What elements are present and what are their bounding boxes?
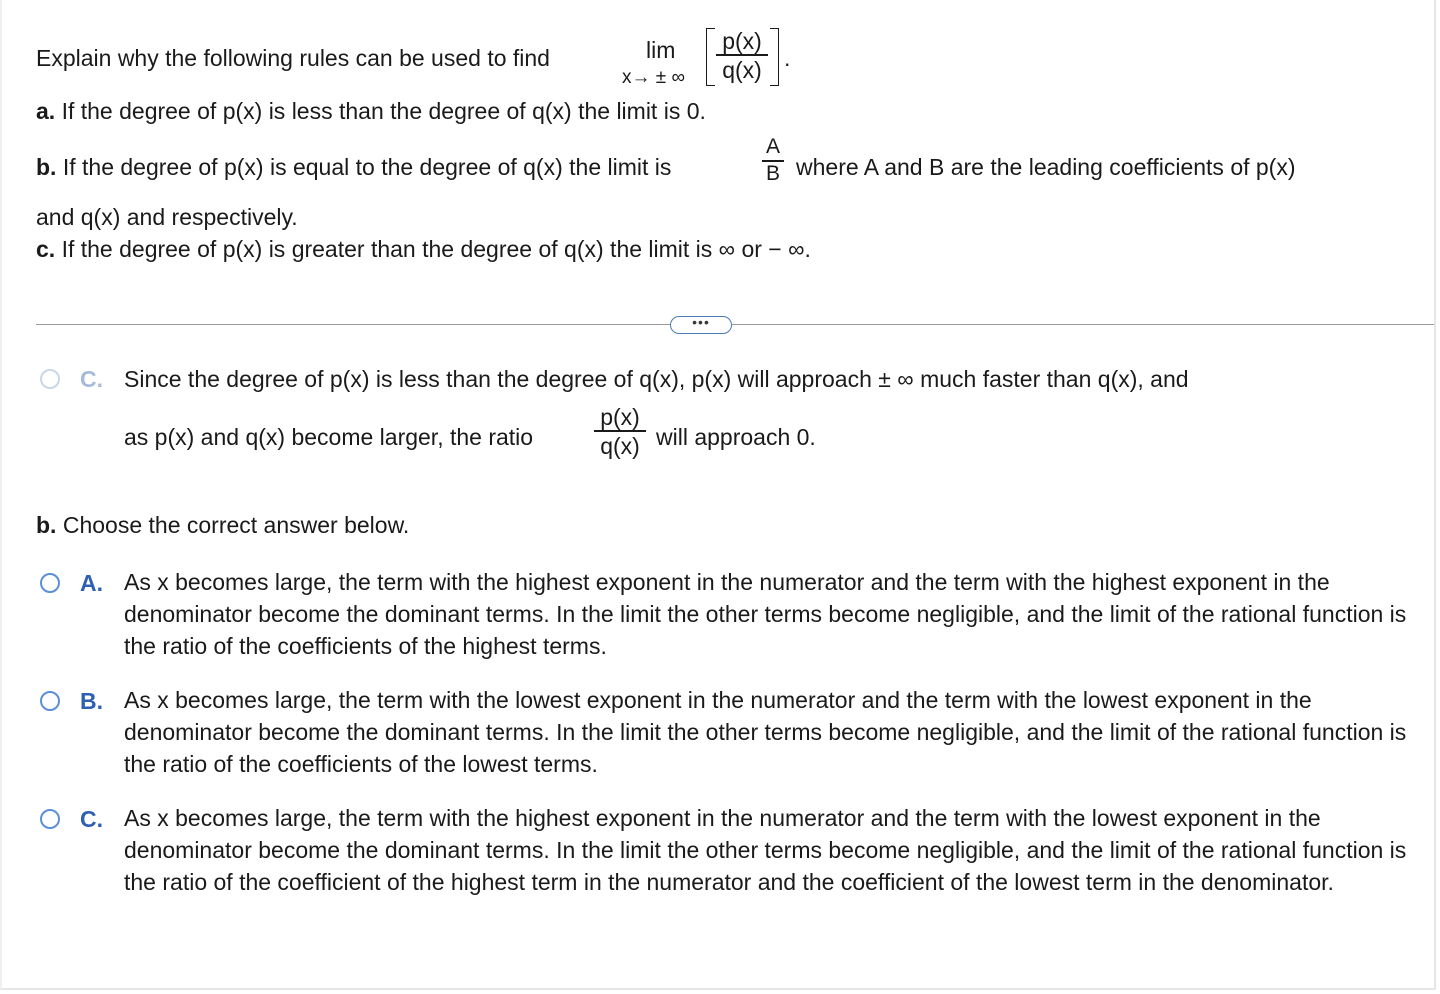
question-period: . bbox=[784, 45, 791, 71]
previous-answer-fraction-denominator: q(x) bbox=[600, 432, 640, 459]
rule-c-text: If the degree of p(x) is greater than the degree of q(x) the limit is ∞ or − ∞. bbox=[61, 236, 811, 262]
question-intro: Explain why the following rules can be used to find bbox=[36, 45, 550, 71]
rule-c bbox=[36, 236, 811, 263]
option-b-text[interactable]: As x becomes large, the term with the lowest exponent in the numerator and the term with the lowest exponent in the denominator become the dominant terms. In the limit the other terms become negligible, and the limit of the rational function is the ratio of the coefficients of the lowest terms. bbox=[124, 687, 1407, 777]
option-b-radio[interactable] bbox=[40, 691, 60, 711]
limit-fraction-numerator: p(x) bbox=[722, 28, 762, 54]
part-b-letter: b. bbox=[36, 512, 57, 538]
left-bracket bbox=[706, 28, 715, 86]
rule-a-letter: a. bbox=[36, 98, 56, 124]
previous-answer-letter: C. bbox=[80, 366, 103, 392]
limit-fraction bbox=[716, 28, 768, 84]
option-a-radio[interactable] bbox=[40, 573, 60, 593]
rule-b-fraction-denominator: B bbox=[765, 161, 780, 185]
rule-a bbox=[36, 98, 706, 125]
limit-fraction-denominator: q(x) bbox=[722, 56, 762, 83]
option-b-letter[interactable]: B. bbox=[80, 688, 103, 714]
previous-answer-fraction bbox=[594, 404, 646, 460]
option-a-letter[interactable]: A. bbox=[80, 570, 103, 596]
rule-b-text-1: If the degree of p(x) is equal to the degree of q(x) the limit is bbox=[62, 154, 672, 180]
expand-toggle-button[interactable]: ••• bbox=[670, 316, 732, 334]
rule-a-text: If the degree of p(x) is less than the degree of q(x) the limit is 0. bbox=[61, 98, 706, 124]
previous-answer-line2-post: will approach 0. bbox=[656, 424, 816, 450]
previous-answer-radio bbox=[40, 369, 60, 389]
part-b-prompt-text: Choose the correct answer below. bbox=[62, 512, 410, 538]
option-c-letter[interactable]: C. bbox=[80, 806, 103, 832]
rule-c-letter: c. bbox=[36, 236, 56, 262]
limit-word: lim bbox=[646, 37, 676, 63]
option-c-text[interactable]: As x becomes large, the term with the highest exponent in the numerator and the term with the lowest exponent in the denominator become the dominant terms. In the limit the other terms become negligible, and the limit of the rational function is the ratio of the coefficient of the highest term in the numerator and the coefficient of the lowest term in the denominator. bbox=[124, 805, 1407, 895]
rule-b-letter: b. bbox=[36, 154, 57, 180]
rule-b-line1 bbox=[36, 154, 671, 181]
rule-b-fraction bbox=[762, 134, 784, 186]
option-c-radio[interactable] bbox=[40, 809, 60, 829]
right-bracket bbox=[770, 28, 779, 86]
limit-subscript: x→ ± ∞ bbox=[622, 67, 686, 88]
divider-line-right bbox=[732, 324, 1434, 325]
rule-b-text-3: and q(x) and respectively. bbox=[36, 204, 298, 230]
previous-answer-line2-pre: as p(x) and q(x) become larger, the ratio bbox=[124, 424, 534, 450]
divider-line-left bbox=[36, 324, 670, 325]
previous-answer-line1: Since the degree of p(x) is less than the degree of q(x), p(x) will approach ± ∞ much faster than q(x), and bbox=[124, 366, 1189, 392]
previous-answer-fraction-numerator: p(x) bbox=[600, 404, 640, 430]
part-b-prompt bbox=[36, 512, 409, 539]
rule-b-text-2: where A and B are the leading coefficients of p(x) bbox=[796, 154, 1296, 180]
option-a-text[interactable]: As x becomes large, the term with the highest exponent in the numerator and the term with the highest exponent in the denominator become the dominant terms. In the limit the other terms become negligible, and the limit of the rational function is the ratio of the coefficients of the highest terms. bbox=[124, 569, 1407, 659]
rule-b-fraction-numerator: A bbox=[765, 135, 780, 158]
